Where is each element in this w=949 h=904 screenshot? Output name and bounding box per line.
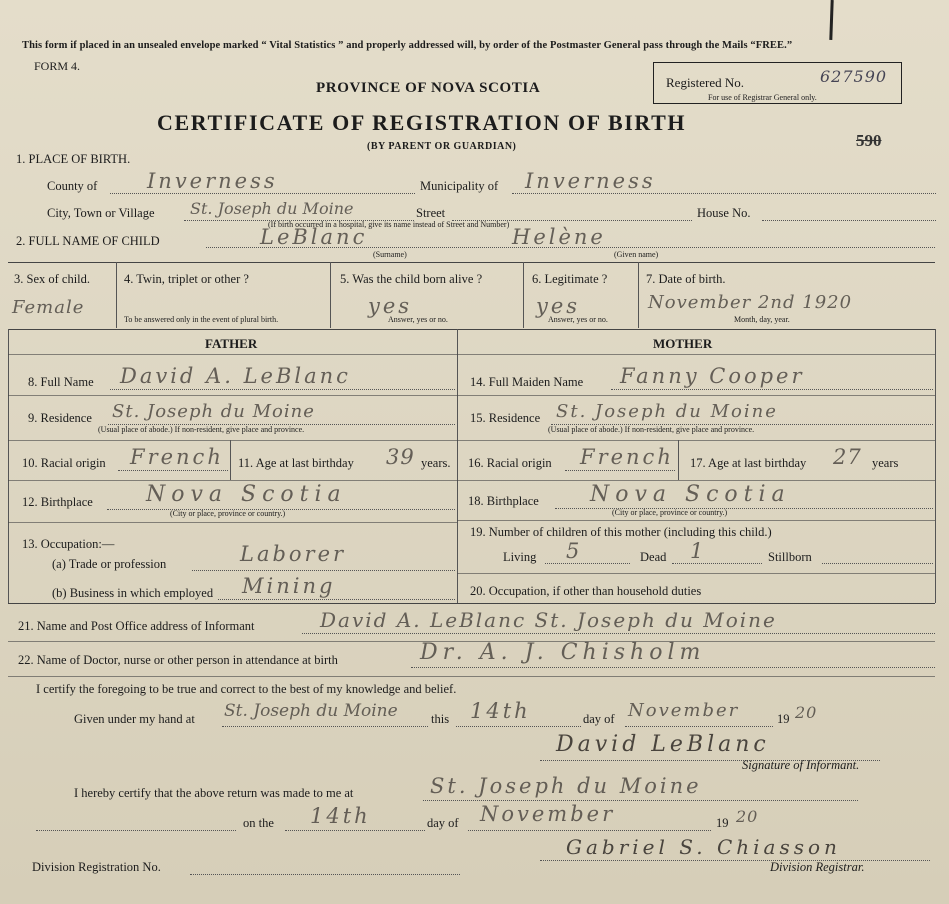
city-value: St. Joseph du Moine [190,199,354,218]
father-name-label: 8. Full Name [28,375,94,389]
father-residence-note: (Usual place of abode.) If non-resident, give place and province. [98,425,305,434]
father-birthplace-label: 12. Birthplace [22,495,93,509]
dead-value: 1 [690,539,707,563]
trade-label: (a) Trade or profession [52,557,167,571]
given-label: Given under my hand at [74,712,195,726]
registered-label: Registered No. [666,75,744,90]
certificate-subtitle: (BY PARENT OR GUARDIAN) [367,141,517,152]
on-the-label: on the [243,816,274,830]
trade-value: Laborer [240,542,347,566]
given-day-of-label: day of [583,712,615,726]
given-year: 20 [795,703,818,722]
father-race-label: 10. Racial origin [22,456,106,470]
form-number: FORM 4. [34,59,81,73]
father-name-value: David A. LeBlanc [120,364,351,388]
father-age-unit: years. [421,456,451,470]
given-year-prefix: 19 [777,712,790,726]
ink-mark [829,0,833,40]
father-birthplace-note: (City or place, province or country.) [170,509,286,518]
mother-age-value: 27 [833,445,862,469]
mother-name-value: Fanny Cooper [620,364,805,388]
mother-age-label: 17. Age at last birthday [690,456,807,470]
child-surname: LeBlanc [260,225,368,249]
child-name-label: 2. FULL NAME OF CHILD [16,234,160,248]
mother-residence-value: St. Joseph du Moine [556,401,778,422]
certificate-title: CERTIFICATE OF REGISTRATION OF BIRTH [157,110,687,135]
father-residence-value: St. Joseph du Moine [112,401,315,422]
surname-caption: (Surname) [373,250,407,259]
stillborn-label: Stillborn [768,550,812,564]
father-race-value: French [130,445,224,469]
mother-birthplace-value: Nova Scotia [590,482,791,507]
registered-box [653,62,902,104]
city-label: City, Town or Village [47,206,155,220]
mother-age-unit: years [872,456,899,470]
street-label: Street [416,206,446,220]
this-label: this [431,712,450,726]
stamp-number: 590 [856,131,882,150]
mother-name-label: 14. Full Maiden Name [470,375,584,389]
house-label: House No. [697,206,751,220]
return-year: 20 [736,807,759,826]
given-place: St. Joseph du Moine [224,701,398,721]
division-registration-label: Division Registration No. [32,860,161,874]
certify-statement: I certify the foregoing to be true and correct to the best of my knowledge and belief. [36,682,457,696]
return-label: I hereby certify that the above return was made to me at [74,786,354,800]
father-age-label: 11. Age at last birthday [238,456,354,470]
mother-residence-note: (Usual place of abode.) If non-resident, give place and province. [548,425,755,434]
dob-note: Month, day, year. [734,315,790,324]
informant-signature: David LeBlanc [556,732,770,757]
alive-value: yes [368,294,413,318]
living-label: Living [503,550,537,564]
return-place: St. Joseph du Moine [430,774,702,798]
sex-label: 3. Sex of child. [14,272,91,286]
father-heading: FATHER [205,336,258,351]
doctor-value: Dr. A. J. Chisholm [420,640,706,665]
return-year-prefix: 19 [716,816,729,830]
given-day: 14th [470,699,531,723]
mother-heading: MOTHER [653,336,713,351]
county-label: County of [47,179,98,193]
father-birthplace-value: Nova Scotia [146,482,347,507]
father-residence-label: 9. Residence [28,411,92,425]
living-value: 5 [566,539,583,563]
occupation-label: 13. Occupation:— [22,537,115,551]
twin-note: To be answered only in the event of plural birth. [124,315,279,324]
dob-label: 7. Date of birth. [646,272,726,286]
business-label: (b) Business in which employed [52,586,214,600]
mail-notice: This form if placed in an unsealed envelope marked “ Vital Statistics ” and properly addressed will, by order of the Postmaster General pass through the Mails “FREE.” [22,40,793,51]
legitimate-note: Answer, yes or no. [548,315,608,324]
mother-race-label: 16. Racial origin [468,456,552,470]
alive-note: Answer, yes or no. [388,315,448,324]
registrar-caption: Division Registrar. [770,860,865,874]
alive-label: 5. Was the child born alive ? [340,272,483,286]
children-count-label: 19. Number of children of this mother (including this child.) [470,525,772,539]
sex-value: Female [12,297,85,318]
hospital-note: (If birth occurred in a hospital, give its name instead of Street and Number) [268,220,510,229]
legitimate-value: yes [536,294,581,318]
mother-birthplace-note: (City or place, province or country.) [612,508,728,517]
child-given-name: Helène [512,225,606,249]
mother-race-value: French [580,445,674,469]
return-day-of-label: day of [427,816,459,830]
mother-residence-label: 15. Residence [470,411,541,425]
father-age-value: 39 [386,445,415,469]
return-day: 14th [310,804,371,828]
given-month: November [628,700,740,721]
given-caption: (Given name) [614,250,659,259]
municipality-label: Municipality of [420,179,499,193]
registered-number: 627590 [820,67,888,86]
county-value: Inverness [147,169,278,193]
informant-value: David A. LeBlanc St. Joseph du Moine [320,608,777,632]
legitimate-label: 6. Legitimate ? [532,272,608,286]
informant-label: 21. Name and Post Office address of Informant [18,619,255,633]
dead-label: Dead [640,550,667,564]
return-month: November [480,802,616,826]
registrar-signature: Gabriel S. Chiasson [566,835,841,859]
doctor-label: 22. Name of Doctor, nurse or other person in attendance at birth [18,653,338,667]
municipality-value: Inverness [525,169,656,193]
mother-occupation-label: 20. Occupation, if other than household duties [470,584,702,598]
twin-label: 4. Twin, triplet or other ? [124,272,249,286]
informant-signature-caption: Signature of Informant. [742,758,860,772]
mother-birthplace-label: 18. Birthplace [468,494,539,508]
registrar-note: For use of Registrar General only. [708,93,817,102]
province-heading: PROVINCE OF NOVA SCOTIA [316,80,541,96]
dob-value: November 2nd 1920 [648,292,853,313]
place-of-birth-heading: 1. PLACE OF BIRTH. [16,152,131,166]
business-value: Mining [242,574,336,598]
